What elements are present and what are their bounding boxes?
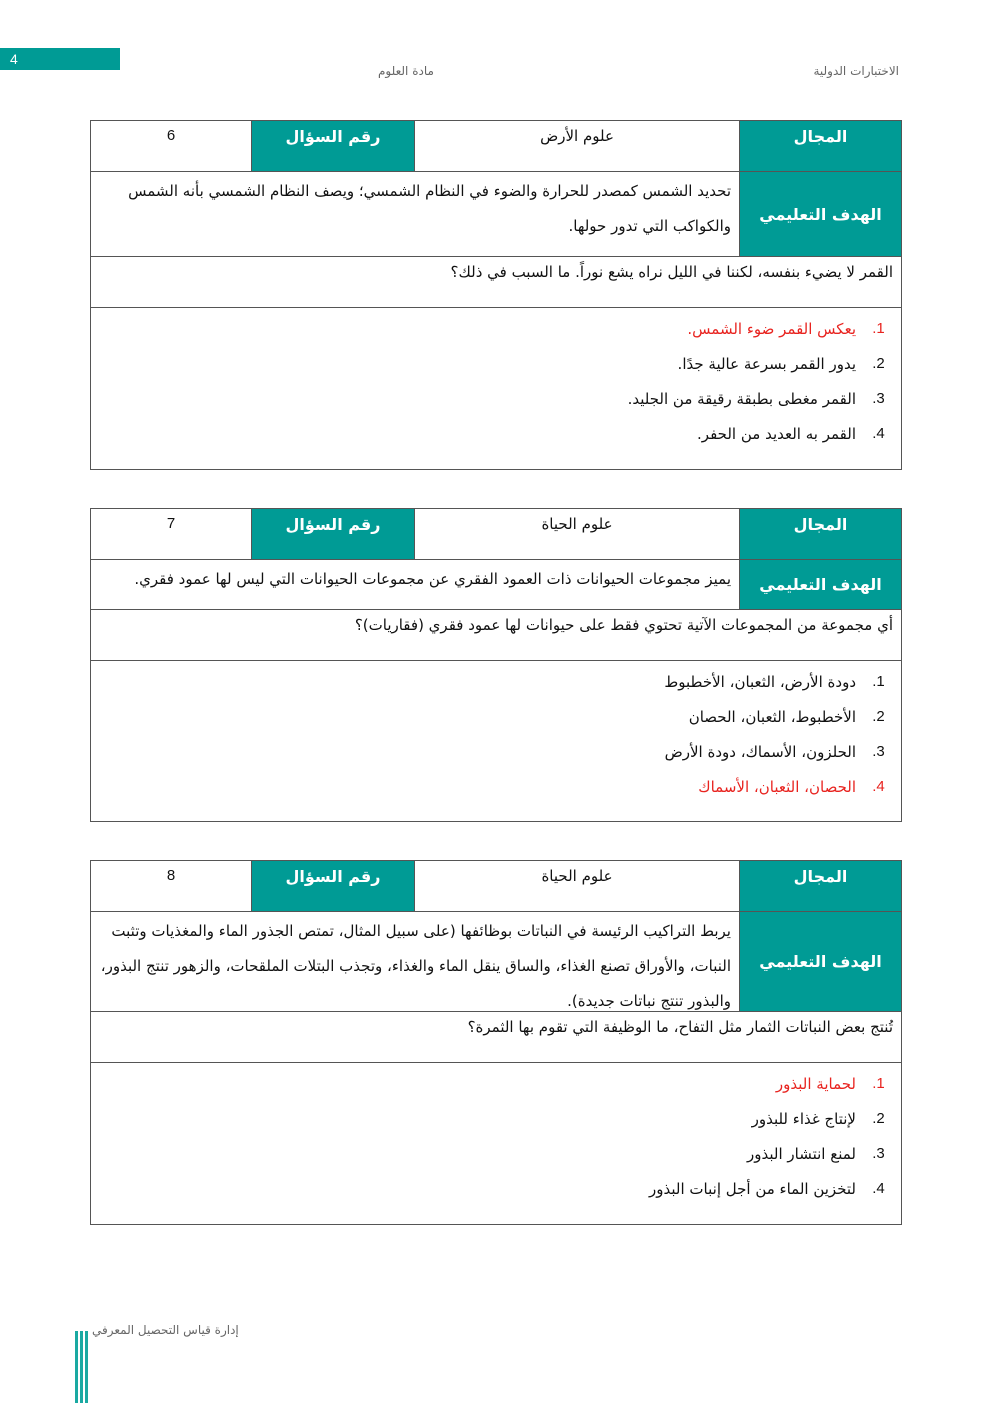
header-row <box>91 121 901 172</box>
option-text: الحصان، الثعبان، الأسماك <box>698 778 856 796</box>
goal-row <box>91 172 901 257</box>
goal-text: يربط التراكيب الرئيسة في النباتات بوظائفها (على سبيل المثال، تمتص الجذور الماء والمغذيات وتثبت النبات، والأوراق تصنع الغذاء، والساق ينقل الماء والغذاء، وتجذب البتلات الملقحات، والزهور تنتج البذور، والبذور تنتج نباتات جديدة). <box>100 922 731 1010</box>
header-row <box>91 509 901 560</box>
option-item <box>91 1174 901 1209</box>
question-table <box>90 508 902 822</box>
domain-label: المجال <box>739 121 901 171</box>
question-number-label: رقم السؤال <box>251 861 414 911</box>
option-number: 2. <box>872 355 885 372</box>
options-list <box>91 1063 901 1224</box>
option-text: لإنتاج غذاء للبذور <box>751 1110 856 1128</box>
question-table <box>90 120 902 470</box>
options-list <box>91 308 901 469</box>
option-item <box>91 737 901 772</box>
option-number: 1. <box>872 320 885 337</box>
option-text: الحلزون، الأسماك، دودة الأرض <box>664 743 856 761</box>
option-item <box>91 1104 901 1139</box>
goal-row <box>91 560 901 610</box>
subject-header: مادة العلوم <box>378 64 434 78</box>
option-item <box>91 772 901 807</box>
domain-value: علوم الأرض <box>414 121 739 171</box>
goal-label: الهدف التعليمي <box>739 912 901 1011</box>
question-number-label: رقم السؤال <box>251 509 414 559</box>
option-number: 1. <box>872 673 885 690</box>
option-text: الأخطبوط، الثعبان، الحصان <box>688 708 856 726</box>
domain-label: المجال <box>739 509 901 559</box>
domain-value: علوم الحياة <box>414 509 739 559</box>
series-header: الاختبارات الدولية <box>813 64 899 78</box>
question-row <box>91 610 901 661</box>
option-number: 1. <box>872 1075 885 1092</box>
option-number: 2. <box>872 1110 885 1127</box>
goal-label: الهدف التعليمي <box>739 172 901 256</box>
option-item <box>91 702 901 737</box>
option-item <box>91 384 901 419</box>
option-text: لتخزين الماء من أجل إنبات البذور <box>649 1180 856 1198</box>
option-text: دودة الأرض، الثعبان، الأخطبوط <box>664 673 856 691</box>
goal-text: يميز مجموعات الحيوانات ذات العمود الفقري عن مجموعات الحيوانات التي ليس لها عمود فقري. <box>134 570 731 588</box>
option-item <box>91 1069 901 1104</box>
option-number: 2. <box>872 708 885 725</box>
domain-label: المجال <box>739 861 901 911</box>
question-text: أي مجموعة من المجموعات الآتية تحتوي فقط على حيوانات لها عمود فقري (فقاريات)؟ <box>354 616 893 634</box>
option-text: القمر به العديد من الحفر. <box>697 425 856 443</box>
question-text: تُنتج بعض النباتات الثمار مثل التفاح، ما الوظيفة التي تقوم بها الثمرة؟ <box>467 1018 893 1036</box>
question-number-value: 6 <box>166 127 176 144</box>
option-number: 4. <box>872 778 885 795</box>
question-number-value: 7 <box>166 515 176 532</box>
footer-bar <box>85 1331 88 1403</box>
footer-text: إدارة قياس التحصيل المعرفي <box>92 1323 239 1337</box>
option-text: لمنع انتشار البذور <box>747 1145 856 1163</box>
option-item <box>91 314 901 349</box>
option-item <box>91 419 901 454</box>
footer-bar <box>75 1331 78 1403</box>
option-number: 4. <box>872 425 885 442</box>
option-number: 4. <box>872 1180 885 1197</box>
option-text: القمر مغطى بطبقة رقيقة من الجليد. <box>627 390 856 408</box>
question-number-value: 8 <box>166 867 176 884</box>
question-text: القمر لا يضيء بنفسه، لكننا في الليل نراه يشع نوراً. ما السبب في ذلك؟ <box>450 263 893 281</box>
option-item <box>91 667 901 702</box>
option-number: 3. <box>872 1145 885 1162</box>
option-number: 3. <box>872 390 885 407</box>
domain-value: علوم الحياة <box>414 861 739 911</box>
option-number: 3. <box>872 743 885 760</box>
question-number-label: رقم السؤال <box>251 121 414 171</box>
goal-label: الهدف التعليمي <box>739 560 901 609</box>
page-number: 4 <box>0 48 120 70</box>
footer-bar <box>80 1331 83 1403</box>
option-item <box>91 1139 901 1174</box>
question-row <box>91 1012 901 1063</box>
goal-text: تحديد الشمس كمصدر للحرارة والضوء في النظام الشمسي؛ ويصف النظام الشمسي بأنه الشمس والكواكب التي تدور حولها. <box>128 182 731 235</box>
option-text: يدور القمر بسرعة عالية جدًا. <box>677 355 856 373</box>
option-text: لحماية البذور <box>775 1075 856 1093</box>
question-table <box>90 860 902 1225</box>
options-list <box>91 661 901 821</box>
option-item <box>91 349 901 384</box>
header-row <box>91 861 901 912</box>
goal-row <box>91 912 901 1012</box>
question-row <box>91 257 901 308</box>
option-text: يعكس القمر ضوء الشمس. <box>687 320 856 338</box>
